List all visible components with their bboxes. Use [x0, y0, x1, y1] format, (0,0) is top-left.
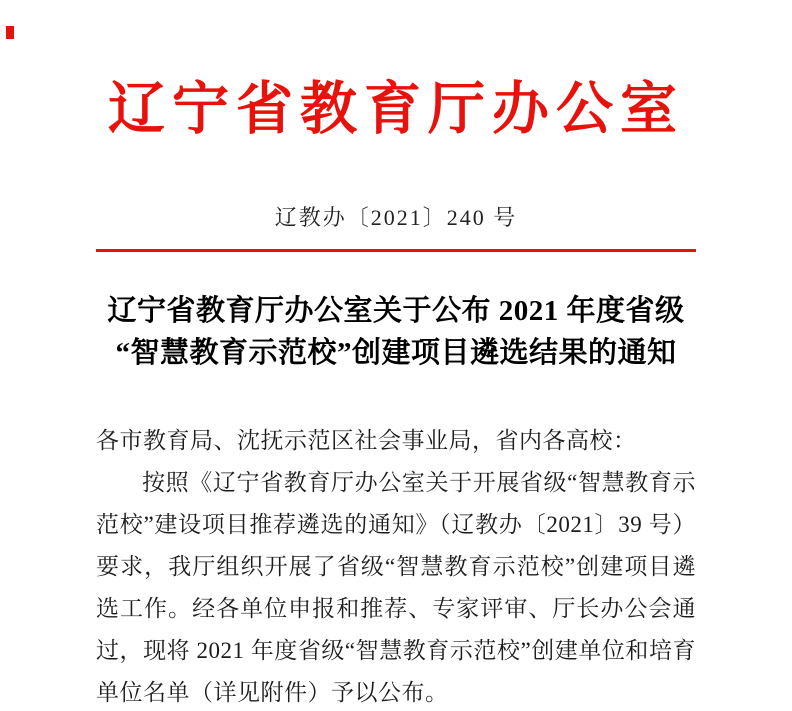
notice-body-paragraph: 按照《辽宁省教育厅办公室关于开展省级“智慧教育示范校”建设项目推荐遴选的通知》（辽教办〔2021〕39 号）要求，我厅组织开展了省级“智慧教育示范校”创建项目遴选工作。经各单位申报和推荐、专家评审、厅长办公会通过，现将 2021 年度省级“智慧教育示范校”创建单位和培育单位名单（详见附件）予以公布。 [96, 469, 696, 705]
notice-title [96, 290, 696, 374]
red-divider-line [96, 249, 696, 252]
notice-title-line1: 辽宁省教育厅办公室关于公布 2021 年度省级 [107, 294, 685, 327]
letterhead-agency-name: 辽宁省教育厅办公室 [108, 78, 684, 141]
document-content [96, 0, 696, 711]
document-number: 辽教办〔2021〕240 号 [274, 204, 518, 230]
red-corner-mark [6, 26, 14, 39]
notice-title-line2: “智慧教育示范校”创建项目遴选结果的通知 [115, 336, 677, 369]
salutation-line: 各市教育局、沈抚示范区社会事业局，省内各高校： [96, 427, 637, 453]
